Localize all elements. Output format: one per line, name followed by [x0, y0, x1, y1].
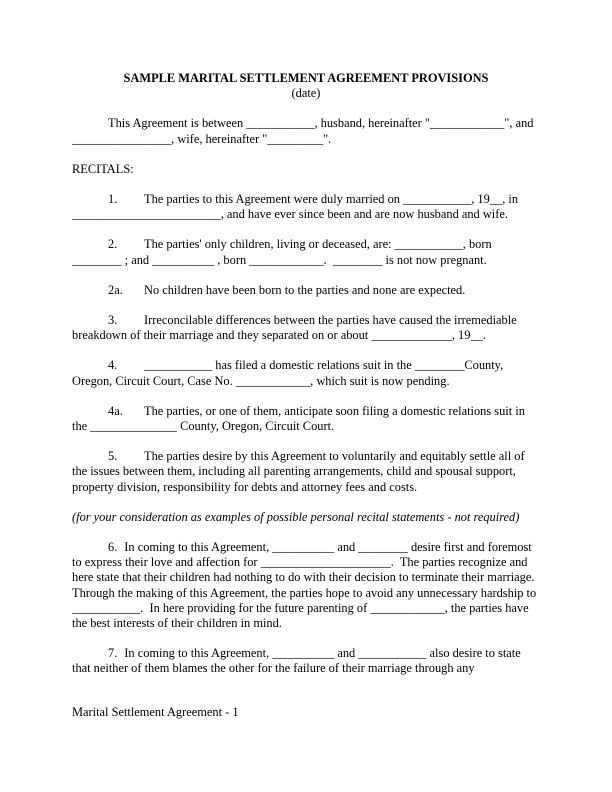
paragraph-number: 2. [108, 237, 118, 252]
paragraph: 2a. No children have been born to the parties and none are expected. [108, 282, 466, 297]
paragraph-number: 5. [108, 449, 118, 464]
paragraph: RECITALS: [72, 161, 134, 176]
paragraph-number: 4a. [108, 403, 123, 418]
paragraph-number: 3. [108, 313, 118, 328]
paragraph-number: 6. [108, 540, 118, 555]
paragraph: 7. In coming to this Agreement, __________ and ___________ also desire to state that neither of them blames the other for the failure of their marriage through any [72, 646, 524, 676]
page-footer: Marital Settlement Agreement - 1 [72, 705, 239, 719]
document-title: SAMPLE MARITAL SETTLEMENT AGREEMENT PROVISIONS [123, 71, 489, 85]
paragraph: (for your consideration as examples of possible personal recital statements - not required) [72, 509, 520, 524]
paragraph: 5. The parties desire by this Agreement to voluntarily and equitably settle all of the issues between them, including all parenting arrangements, child and spousal support, property division, responsibility for debts and attorney fees and costs. [72, 449, 528, 494]
paragraph-number: 4. [108, 358, 118, 373]
paragraph-number: 1. [108, 192, 118, 207]
paragraph: 6. In coming to this Agreement, __________ and ________ desire first and foremost to express their love and affection for _____________________. The parties recognize and here state that their children had nothing to do with their decision to terminate their marriage. Through the making of this Agreement, the parties hope to avoid any unnecessary hardship to ___________. In here providing for the future parenting of ____________, the parties have the best interests of their children in mind. [72, 540, 541, 631]
paragraph: 4. ___________ has filed a domestic relations suit in the ________County, Oregon, Circuit Court, Case No. ____________, which suit is now pending. [72, 358, 507, 388]
paragraphs [72, 116, 540, 676]
paragraph: 2. The parties' only children, living or deceased, are: ___________, born ________ ; and __________ , born ____________. ________ is not now pregnant. [72, 237, 495, 267]
paragraph: 3. Irreconcilable differences between the parties have caused the irremediable breakdown of their marriage and they separated on or about _____________, 19__. [72, 313, 520, 343]
paragraph: 1. The parties to this Agreement were duly married on ___________, 19__, in ________________________, and have ever since been and are now husband and wife. [72, 192, 522, 222]
document-subtitle: (date) [291, 86, 321, 101]
paragraph: This Agreement is between ___________, husband, hereinafter "____________", and ________________, wife, hereinafter "_________". [72, 116, 537, 146]
paragraph-number: 2a. [108, 282, 123, 297]
paragraph: 4a. The parties, or one of them, anticipate soon filing a domestic relations suit in the ______________ County, Oregon, Circuit Court. [72, 403, 529, 434]
paragraph-number: 7. [108, 646, 118, 661]
